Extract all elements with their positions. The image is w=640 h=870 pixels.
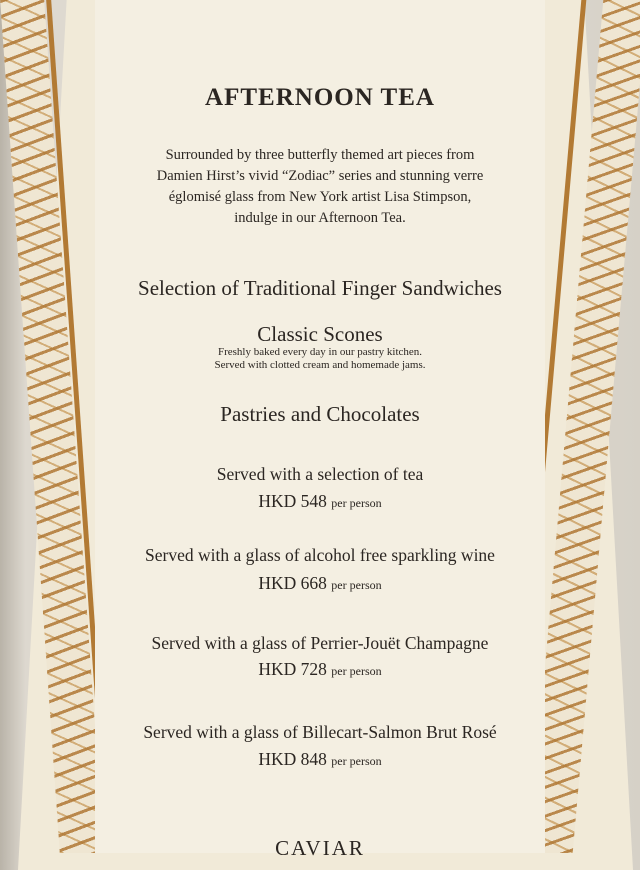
pastries-heading: Pastries and Chocolates	[220, 402, 420, 426]
scones-desc-1: Freshly baked every day in our pastry kitchen.	[217, 346, 423, 358]
option-label: Served with a selection of tea	[216, 464, 424, 484]
option-label: Served with a glass of alcohol free sparkling wine	[145, 545, 495, 565]
option-price	[95, 491, 545, 512]
price-amount: HKD 548	[258, 491, 327, 511]
option-price	[95, 573, 545, 594]
caviar-heading: CAVIAR	[275, 836, 365, 860]
price-amount: HKD 728	[258, 659, 327, 679]
menu-intro	[125, 145, 515, 229]
price-unit: per person	[331, 578, 382, 592]
intro-line: églomisé glass from New York artist Lisa Stimpson,	[168, 189, 472, 205]
price-amount: HKD 668	[258, 573, 327, 593]
price-unit: per person	[331, 496, 382, 510]
scones-desc-2: Served with clotted cream and homemade jams.	[214, 359, 426, 371]
option-label: Served with a glass of Billecart-Salmon Brut Rosé	[143, 722, 497, 742]
price-unit: per person	[331, 754, 382, 768]
menu-content	[95, 0, 545, 860]
price-unit: per person	[331, 664, 382, 678]
option-price	[95, 749, 545, 770]
sandwiches-heading: Selection of Traditional Finger Sandwiches	[138, 276, 502, 300]
scones-heading: Classic Scones	[257, 322, 383, 346]
option-label: Served with a glass of Perrier-Jouët Champagne	[151, 633, 489, 653]
intro-line: Surrounded by three butterfly themed art pieces from	[165, 147, 475, 163]
option-price	[95, 659, 545, 680]
intro-line: indulge in our Afternoon Tea.	[234, 210, 406, 226]
menu-title: AFTERNOON TEA	[205, 84, 435, 111]
price-amount: HKD 848	[258, 749, 327, 769]
intro-line: Damien Hirst’s vivid “Zodiac” series and stunning verre	[156, 168, 484, 184]
